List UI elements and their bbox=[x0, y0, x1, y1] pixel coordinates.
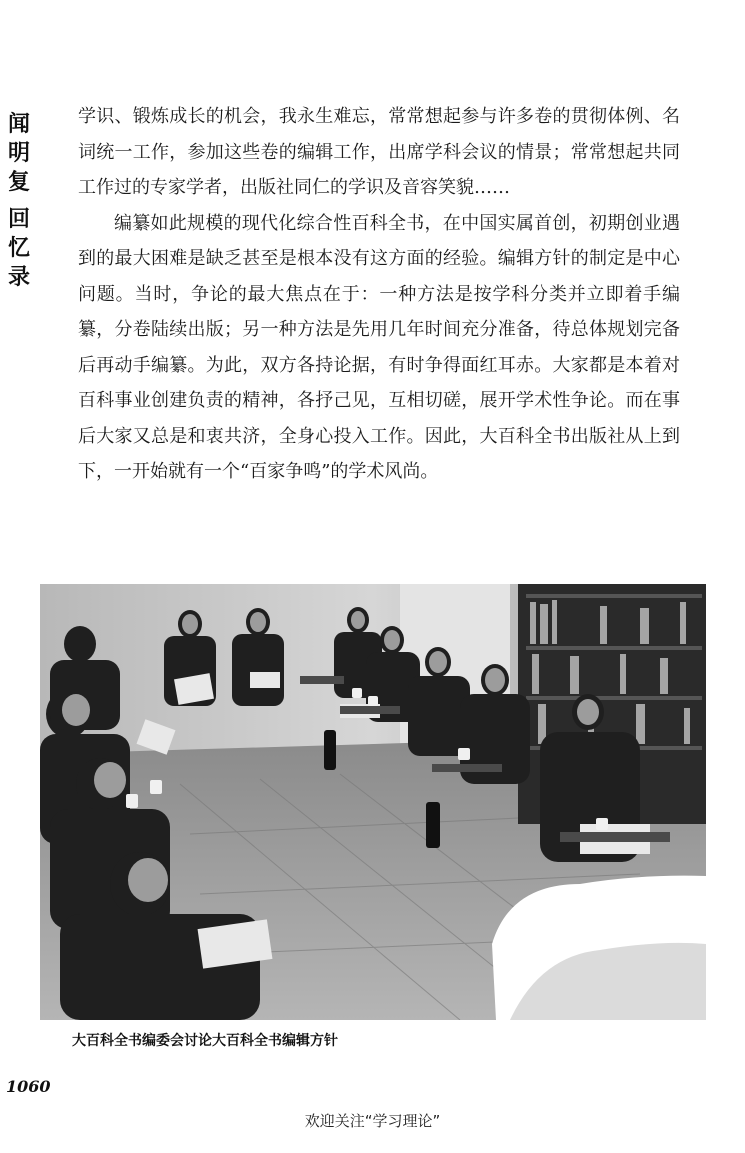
running-head bbox=[6, 110, 32, 292]
meeting-photo bbox=[40, 584, 706, 1020]
running-head-book: 回忆录 bbox=[7, 206, 30, 290]
footer-note: 欢迎关注“学习理论” bbox=[304, 1112, 441, 1130]
paragraph: 编纂如此规模的现代化综合性百科全书，在中国实属首创，初期创业遇到的最大困难是缺乏甚至是根本没有这方面的经验。编辑方针的制定是中心问题。当时，争论的最大焦点在于：一种方法是按学科分类并立即着手编纂，分卷陆续出版；另一种方法是先用几年时间充分准备，待总体规划完备后再动手编纂。为此，双方各持论据，有时争得面红耳赤。大家都是本着对百科事业创建负责的精神，各抒己见，互相切磋，展开学术性争论。而在事后大家又总是和衷共济，全身心投入工作。因此，大百科全书出版社从上到下，一开始就有一个“百家争鸣”的学术风尚。 bbox=[78, 212, 680, 482]
page-number: 1060 bbox=[6, 1077, 51, 1096]
running-head-author: 闻明复 bbox=[7, 111, 30, 195]
paragraph-continued: 学识、锻炼成长的机会，我永生难忘，常常想起参与许多卷的贯彻体例、名词统一工作，参加这些卷的编辑工作，出席学科会议的情景；常常想起共同工作过的专家学者，出版社同仁的学识及音容笑貌…… bbox=[78, 106, 680, 198]
photo-caption: 大百科全书编委会讨论大百科全书编辑方针 bbox=[72, 1033, 338, 1049]
body-text bbox=[78, 99, 680, 490]
